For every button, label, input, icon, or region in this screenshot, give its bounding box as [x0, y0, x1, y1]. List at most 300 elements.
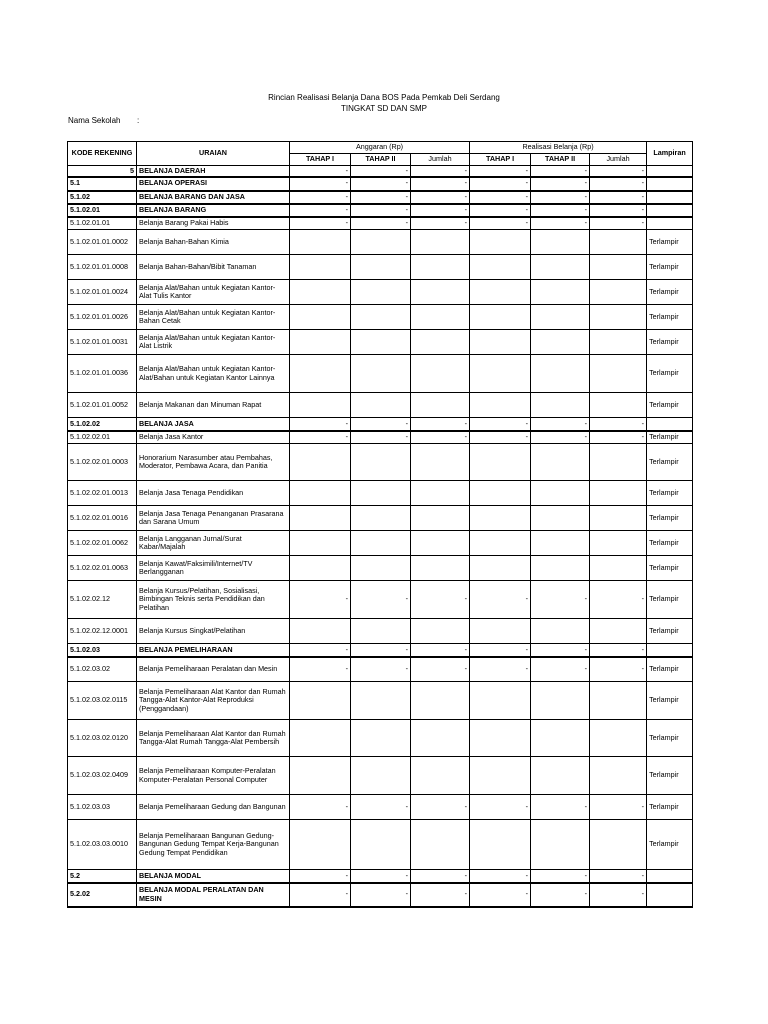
row-anggaran-jumlah [411, 330, 470, 355]
row-anggaran-tahap1 [290, 230, 351, 255]
row-realisasi-tahap2: - [531, 177, 590, 191]
row-lampiran [647, 166, 693, 177]
row-realisasi-jumlah: - [590, 166, 647, 177]
row-realisasi-jumlah: - [590, 204, 647, 217]
row-uraian: Belanja Pemeliharaan Gedung dan Bangunan [137, 795, 290, 820]
row-kode-rekening: 5.1.02.03.02.0120 [68, 720, 137, 757]
row-anggaran-tahap2: - [351, 883, 411, 907]
row-realisasi-tahap2 [531, 255, 590, 280]
row-realisasi-tahap1 [470, 305, 531, 330]
table-row [68, 204, 693, 217]
row-kode-rekening: 5.1.02.01.01 [68, 217, 137, 230]
row-realisasi-tahap1: - [470, 431, 531, 444]
row-lampiran: Terlampir [647, 619, 693, 644]
row-realisasi-tahap2: - [531, 644, 590, 657]
row-kode-rekening: 5.1.02.03 [68, 644, 137, 657]
header-kode-rekening: KODE REKENING [68, 142, 137, 166]
report-subtitle: TINGKAT SD DAN SMP [341, 104, 427, 113]
row-anggaran-tahap2 [351, 280, 411, 305]
row-kode-rekening: 5.1.02.02.01.0003 [68, 444, 137, 481]
row-anggaran-jumlah: - [411, 795, 470, 820]
table-body [68, 166, 693, 907]
row-kode-rekening: 5.1.02.03.02.0409 [68, 757, 137, 795]
table-row [68, 619, 693, 644]
table-row [68, 217, 693, 230]
row-realisasi-jumlah [590, 682, 647, 720]
row-anggaran-tahap1: - [290, 883, 351, 907]
row-lampiran [647, 177, 693, 191]
row-realisasi-tahap2 [531, 619, 590, 644]
row-uraian: Belanja Kursus/Pelatihan, Sosialisasi, Bimbingan Teknis serta Pendidikan dan Pelatihan [137, 581, 290, 619]
header-anggaran-tahap1: TAHAP I [290, 154, 351, 166]
row-kode-rekening: 5.1.02.02.01.0063 [68, 556, 137, 581]
row-uraian: BELANJA MODAL [137, 870, 290, 883]
row-anggaran-tahap2: - [351, 191, 411, 204]
row-realisasi-tahap2: - [531, 431, 590, 444]
row-kode-rekening: 5.1.02.03.02 [68, 657, 137, 682]
row-anggaran-tahap1: - [290, 191, 351, 204]
row-realisasi-tahap2: - [531, 166, 590, 177]
row-realisasi-jumlah: - [590, 191, 647, 204]
row-anggaran-tahap2: - [351, 657, 411, 682]
report-title: Rincian Realisasi Belanja Dana BOS Pada Pemkab Deli Serdang [268, 93, 500, 102]
row-realisasi-tahap2: - [531, 204, 590, 217]
row-kode-rekening: 5.1.02 [68, 191, 137, 204]
table-row [68, 431, 693, 444]
row-anggaran-tahap1: - [290, 418, 351, 431]
row-lampiran [647, 217, 693, 230]
row-realisasi-jumlah [590, 619, 647, 644]
row-lampiran: Terlampir [647, 720, 693, 757]
row-anggaran-jumlah [411, 757, 470, 795]
table-row [68, 682, 693, 720]
row-realisasi-tahap1 [470, 355, 531, 393]
row-anggaran-jumlah [411, 305, 470, 330]
row-realisasi-jumlah [590, 393, 647, 418]
row-realisasi-jumlah [590, 355, 647, 393]
row-lampiran: Terlampir [647, 657, 693, 682]
row-lampiran: Terlampir [647, 820, 693, 870]
row-realisasi-jumlah [590, 280, 647, 305]
row-anggaran-tahap2 [351, 682, 411, 720]
row-realisasi-tahap1 [470, 255, 531, 280]
table-row [68, 305, 693, 330]
row-kode-rekening: 5.1.02.03.02.0115 [68, 682, 137, 720]
row-realisasi-jumlah: - [590, 644, 647, 657]
row-realisasi-tahap2: - [531, 795, 590, 820]
row-realisasi-tahap1: - [470, 644, 531, 657]
row-lampiran [647, 418, 693, 431]
row-uraian: BELANJA PEMELIHARAAN [137, 644, 290, 657]
row-lampiran: Terlampir [647, 330, 693, 355]
row-lampiran [647, 883, 693, 907]
row-uraian: Belanja Alat/Bahan untuk Kegiatan Kantor-Alat Tulis Kantor [137, 280, 290, 305]
row-realisasi-tahap1 [470, 393, 531, 418]
row-anggaran-jumlah: - [411, 418, 470, 431]
row-uraian: BELANJA MODAL PERALATAN DAN MESIN [137, 883, 290, 907]
row-uraian: Belanja Jasa Tenaga Penanganan Prasarana dan Sarana Umum [137, 506, 290, 531]
table-row [68, 870, 693, 883]
table-row [68, 644, 693, 657]
row-realisasi-tahap1: - [470, 795, 531, 820]
row-kode-rekening: 5.1.02.01.01.0024 [68, 280, 137, 305]
row-uraian: Belanja Alat/Bahan untuk Kegiatan Kantor-Alat/Bahan untuk Kegiatan Kantor Lainnya [137, 355, 290, 393]
row-uraian: Honorarium Narasumber atau Pembahas, Moderator, Pembawa Acara, dan Panitia [137, 444, 290, 481]
row-lampiran [647, 870, 693, 883]
row-kode-rekening: 5.1.02.02 [68, 418, 137, 431]
row-anggaran-tahap2: - [351, 166, 411, 177]
row-realisasi-tahap2 [531, 820, 590, 870]
row-realisasi-jumlah [590, 720, 647, 757]
row-anggaran-tahap1 [290, 280, 351, 305]
table-row [68, 191, 693, 204]
row-lampiran: Terlampir [647, 255, 693, 280]
table-row [68, 581, 693, 619]
row-realisasi-jumlah: - [590, 870, 647, 883]
header-realisasi-tahap2: TAHAP II [531, 154, 590, 166]
header-uraian: URAIAN [137, 142, 290, 166]
row-realisasi-tahap2 [531, 355, 590, 393]
row-anggaran-jumlah: - [411, 657, 470, 682]
row-lampiran: Terlampir [647, 280, 693, 305]
row-anggaran-tahap2: - [351, 177, 411, 191]
row-realisasi-tahap2: - [531, 581, 590, 619]
row-anggaran-tahap2 [351, 531, 411, 556]
row-realisasi-tahap2 [531, 280, 590, 305]
row-anggaran-tahap2 [351, 720, 411, 757]
table-row [68, 531, 693, 556]
row-anggaran-tahap2 [351, 255, 411, 280]
table-row [68, 720, 693, 757]
row-anggaran-tahap1 [290, 481, 351, 506]
row-kode-rekening: 5.1.02.02.01.0016 [68, 506, 137, 531]
row-anggaran-tahap2: - [351, 581, 411, 619]
row-lampiran: Terlampir [647, 581, 693, 619]
row-uraian: Belanja Barang Pakai Habis [137, 217, 290, 230]
row-anggaran-tahap1: - [290, 204, 351, 217]
row-realisasi-tahap2 [531, 305, 590, 330]
row-anggaran-tahap1 [290, 556, 351, 581]
table-row [68, 444, 693, 481]
table-row [68, 506, 693, 531]
header-anggaran-tahap2: TAHAP II [351, 154, 411, 166]
row-anggaran-tahap2: - [351, 217, 411, 230]
header-lampiran: Lampiran [647, 142, 693, 166]
row-realisasi-tahap1 [470, 556, 531, 581]
row-anggaran-jumlah [411, 393, 470, 418]
row-realisasi-jumlah: - [590, 795, 647, 820]
row-realisasi-tahap2 [531, 531, 590, 556]
row-kode-rekening: 5.2.02 [68, 883, 137, 907]
row-kode-rekening: 5.1.02.01.01.0036 [68, 355, 137, 393]
row-anggaran-jumlah [411, 820, 470, 870]
row-realisasi-tahap2: - [531, 191, 590, 204]
row-anggaran-jumlah [411, 506, 470, 531]
row-anggaran-tahap2 [351, 820, 411, 870]
row-realisasi-tahap1: - [470, 657, 531, 682]
row-realisasi-jumlah: - [590, 657, 647, 682]
row-realisasi-tahap2 [531, 556, 590, 581]
row-realisasi-tahap1: - [470, 418, 531, 431]
row-lampiran: Terlampir [647, 230, 693, 255]
row-realisasi-tahap1 [470, 444, 531, 481]
row-anggaran-jumlah [411, 355, 470, 393]
row-anggaran-tahap1: - [290, 217, 351, 230]
table-row [68, 556, 693, 581]
row-lampiran: Terlampir [647, 305, 693, 330]
row-realisasi-jumlah [590, 506, 647, 531]
row-uraian: Belanja Makanan dan Minuman Rapat [137, 393, 290, 418]
header-realisasi: Realisasi Belanja (Rp) [470, 142, 647, 154]
row-realisasi-tahap1: - [470, 191, 531, 204]
row-anggaran-tahap2 [351, 305, 411, 330]
row-realisasi-jumlah [590, 757, 647, 795]
row-realisasi-tahap1: - [470, 217, 531, 230]
row-anggaran-tahap1 [290, 757, 351, 795]
row-anggaran-jumlah [411, 280, 470, 305]
table-row [68, 795, 693, 820]
row-kode-rekening: 5.1.02.02.01.0013 [68, 481, 137, 506]
row-realisasi-jumlah: - [590, 581, 647, 619]
row-realisasi-jumlah [590, 444, 647, 481]
row-uraian: Belanja Pemeliharaan Alat Kantor dan Rumah Tangga-Alat Rumah Tangga-Alat Pembersih [137, 720, 290, 757]
row-realisasi-tahap1: - [470, 204, 531, 217]
row-anggaran-jumlah [411, 556, 470, 581]
row-lampiran: Terlampir [647, 757, 693, 795]
row-lampiran: Terlampir [647, 444, 693, 481]
row-anggaran-tahap1: - [290, 177, 351, 191]
row-anggaran-tahap2 [351, 444, 411, 481]
row-anggaran-tahap2 [351, 506, 411, 531]
row-anggaran-tahap2: - [351, 204, 411, 217]
row-realisasi-tahap2: - [531, 217, 590, 230]
row-anggaran-jumlah: - [411, 870, 470, 883]
row-anggaran-tahap2: - [351, 870, 411, 883]
table-row [68, 418, 693, 431]
row-realisasi-tahap1: - [470, 166, 531, 177]
row-uraian: BELANJA BARANG [137, 204, 290, 217]
row-realisasi-jumlah [590, 305, 647, 330]
row-realisasi-tahap1: - [470, 581, 531, 619]
row-realisasi-tahap1: - [470, 883, 531, 907]
row-realisasi-jumlah: - [590, 431, 647, 444]
row-realisasi-jumlah: - [590, 418, 647, 431]
row-realisasi-jumlah: - [590, 177, 647, 191]
row-kode-rekening: 5.1.02.01.01.0026 [68, 305, 137, 330]
row-kode-rekening: 5.1.02.02.01 [68, 431, 137, 444]
table-row [68, 166, 693, 177]
row-anggaran-jumlah [411, 230, 470, 255]
row-lampiran: Terlampir [647, 431, 693, 444]
row-realisasi-tahap1 [470, 531, 531, 556]
row-anggaran-tahap2 [351, 619, 411, 644]
row-realisasi-jumlah [590, 230, 647, 255]
row-uraian: Belanja Pemeliharaan Alat Kantor dan Rumah Tangga-Alat Kantor-Alat Reproduksi (Penggandaan) [137, 682, 290, 720]
row-lampiran [647, 644, 693, 657]
row-kode-rekening: 5.1.02.02.01.0062 [68, 531, 137, 556]
row-kode-rekening: 5.1.02.02.12 [68, 581, 137, 619]
school-name-row [68, 116, 140, 125]
row-anggaran-jumlah: - [411, 644, 470, 657]
row-realisasi-tahap2 [531, 393, 590, 418]
row-kode-rekening: 5.2 [68, 870, 137, 883]
row-anggaran-tahap1: - [290, 166, 351, 177]
row-lampiran: Terlampir [647, 355, 693, 393]
row-anggaran-jumlah [411, 619, 470, 644]
budget-realization-table [67, 141, 693, 908]
row-realisasi-jumlah: - [590, 883, 647, 907]
row-anggaran-jumlah [411, 481, 470, 506]
row-realisasi-jumlah [590, 531, 647, 556]
row-kode-rekening: 5.1.02.01 [68, 204, 137, 217]
row-realisasi-tahap1 [470, 820, 531, 870]
table-row [68, 177, 693, 191]
row-anggaran-tahap1 [290, 305, 351, 330]
row-realisasi-jumlah [590, 820, 647, 870]
row-uraian: BELANJA OPERASI [137, 177, 290, 191]
row-anggaran-jumlah: - [411, 166, 470, 177]
row-realisasi-tahap1: - [470, 870, 531, 883]
table-row [68, 393, 693, 418]
row-anggaran-tahap2 [351, 556, 411, 581]
row-anggaran-tahap1: - [290, 795, 351, 820]
row-realisasi-tahap2 [531, 720, 590, 757]
row-realisasi-jumlah: - [590, 217, 647, 230]
row-uraian: Belanja Alat/Bahan untuk Kegiatan Kantor-Alat Listrik [137, 330, 290, 355]
row-realisasi-tahap1 [470, 720, 531, 757]
row-realisasi-tahap2 [531, 230, 590, 255]
row-uraian: BELANJA JASA [137, 418, 290, 431]
header-anggaran-jumlah: Jumlah [411, 154, 470, 166]
row-anggaran-tahap1 [290, 531, 351, 556]
row-uraian: BELANJA DAERAH [137, 166, 290, 177]
row-realisasi-jumlah [590, 255, 647, 280]
row-anggaran-tahap1 [290, 330, 351, 355]
row-anggaran-tahap1: - [290, 431, 351, 444]
row-uraian: Belanja Jasa Kantor [137, 431, 290, 444]
row-anggaran-tahap1 [290, 682, 351, 720]
row-anggaran-tahap2 [351, 330, 411, 355]
row-lampiran: Terlampir [647, 481, 693, 506]
row-kode-rekening: 5.1.02.03.03.0010 [68, 820, 137, 870]
table-row [68, 355, 693, 393]
row-anggaran-tahap2: - [351, 795, 411, 820]
row-kode-rekening: 5.1.02.02.12.0001 [68, 619, 137, 644]
row-uraian: Belanja Pemeliharaan Komputer-Peralatan Komputer-Peralatan Personal Computer [137, 757, 290, 795]
table-row [68, 757, 693, 795]
row-realisasi-tahap2: - [531, 657, 590, 682]
row-realisasi-tahap1 [470, 481, 531, 506]
row-uraian: Belanja Kawat/Faksimili/Internet/TV Berlangganan [137, 556, 290, 581]
row-anggaran-tahap1 [290, 393, 351, 418]
table-row [68, 657, 693, 682]
row-anggaran-tahap2 [351, 481, 411, 506]
row-lampiran: Terlampir [647, 795, 693, 820]
row-kode-rekening: 5.1.02.01.01.0002 [68, 230, 137, 255]
row-anggaran-tahap2 [351, 355, 411, 393]
row-anggaran-jumlah: - [411, 883, 470, 907]
row-anggaran-jumlah: - [411, 581, 470, 619]
row-lampiran: Terlampir [647, 531, 693, 556]
row-anggaran-jumlah [411, 720, 470, 757]
row-uraian: Belanja Pemeliharaan Peralatan dan Mesin [137, 657, 290, 682]
row-anggaran-jumlah: - [411, 204, 470, 217]
row-anggaran-tahap1 [290, 720, 351, 757]
row-anggaran-tahap2 [351, 757, 411, 795]
table-row [68, 481, 693, 506]
row-uraian: Belanja Bahan-Bahan Kimia [137, 230, 290, 255]
header-realisasi-jumlah: Jumlah [590, 154, 647, 166]
row-realisasi-tahap1: - [470, 177, 531, 191]
row-realisasi-tahap1 [470, 230, 531, 255]
row-realisasi-tahap1 [470, 506, 531, 531]
row-uraian: Belanja Jasa Tenaga Pendidikan [137, 481, 290, 506]
row-realisasi-tahap1 [470, 330, 531, 355]
school-name-colon: : [137, 116, 140, 125]
row-uraian: Belanja Langganan Jurnal/Surat Kabar/Majalah [137, 531, 290, 556]
row-realisasi-tahap1 [470, 757, 531, 795]
table-row [68, 883, 693, 907]
row-anggaran-jumlah: - [411, 177, 470, 191]
table-row [68, 820, 693, 870]
row-kode-rekening: 5 [68, 166, 137, 177]
row-anggaran-tahap1: - [290, 657, 351, 682]
row-anggaran-jumlah [411, 255, 470, 280]
row-anggaran-tahap1 [290, 355, 351, 393]
row-realisasi-jumlah [590, 556, 647, 581]
table-row [68, 255, 693, 280]
row-kode-rekening: 5.1.02.03.03 [68, 795, 137, 820]
row-realisasi-tahap1 [470, 682, 531, 720]
row-kode-rekening: 5.1 [68, 177, 137, 191]
row-anggaran-tahap1: - [290, 870, 351, 883]
row-lampiran: Terlampir [647, 393, 693, 418]
row-realisasi-tahap1 [470, 619, 531, 644]
row-uraian: Belanja Kursus Singkat/Pelatihan [137, 619, 290, 644]
row-anggaran-tahap1: - [290, 644, 351, 657]
row-uraian: Belanja Pemeliharaan Bangunan Gedung-Bangunan Gedung Tempat Kerja-Bangunan Gedung Tempat Pendidikan [137, 820, 290, 870]
row-kode-rekening: 5.1.02.01.01.0031 [68, 330, 137, 355]
school-name-label: Nama Sekolah [68, 116, 121, 125]
row-realisasi-tahap2: - [531, 870, 590, 883]
header-anggaran: Anggaran (Rp) [290, 142, 470, 154]
row-realisasi-tahap2: - [531, 418, 590, 431]
row-anggaran-tahap1 [290, 255, 351, 280]
table-row [68, 330, 693, 355]
row-lampiran: Terlampir [647, 556, 693, 581]
row-anggaran-jumlah [411, 444, 470, 481]
row-anggaran-tahap1 [290, 619, 351, 644]
row-anggaran-tahap1: - [290, 581, 351, 619]
row-realisasi-tahap1 [470, 280, 531, 305]
row-anggaran-tahap2: - [351, 431, 411, 444]
row-lampiran [647, 204, 693, 217]
row-realisasi-jumlah [590, 481, 647, 506]
row-anggaran-tahap2 [351, 393, 411, 418]
row-anggaran-tahap1 [290, 444, 351, 481]
row-realisasi-jumlah [590, 330, 647, 355]
row-lampiran: Terlampir [647, 682, 693, 720]
row-uraian: BELANJA BARANG DAN JASA [137, 191, 290, 204]
row-kode-rekening: 5.1.02.01.01.0008 [68, 255, 137, 280]
row-realisasi-tahap2 [531, 481, 590, 506]
row-realisasi-tahap2 [531, 330, 590, 355]
row-realisasi-tahap2 [531, 682, 590, 720]
row-anggaran-jumlah: - [411, 191, 470, 204]
row-realisasi-tahap2 [531, 757, 590, 795]
row-realisasi-tahap2 [531, 444, 590, 481]
header-realisasi-tahap1: TAHAP I [470, 154, 531, 166]
